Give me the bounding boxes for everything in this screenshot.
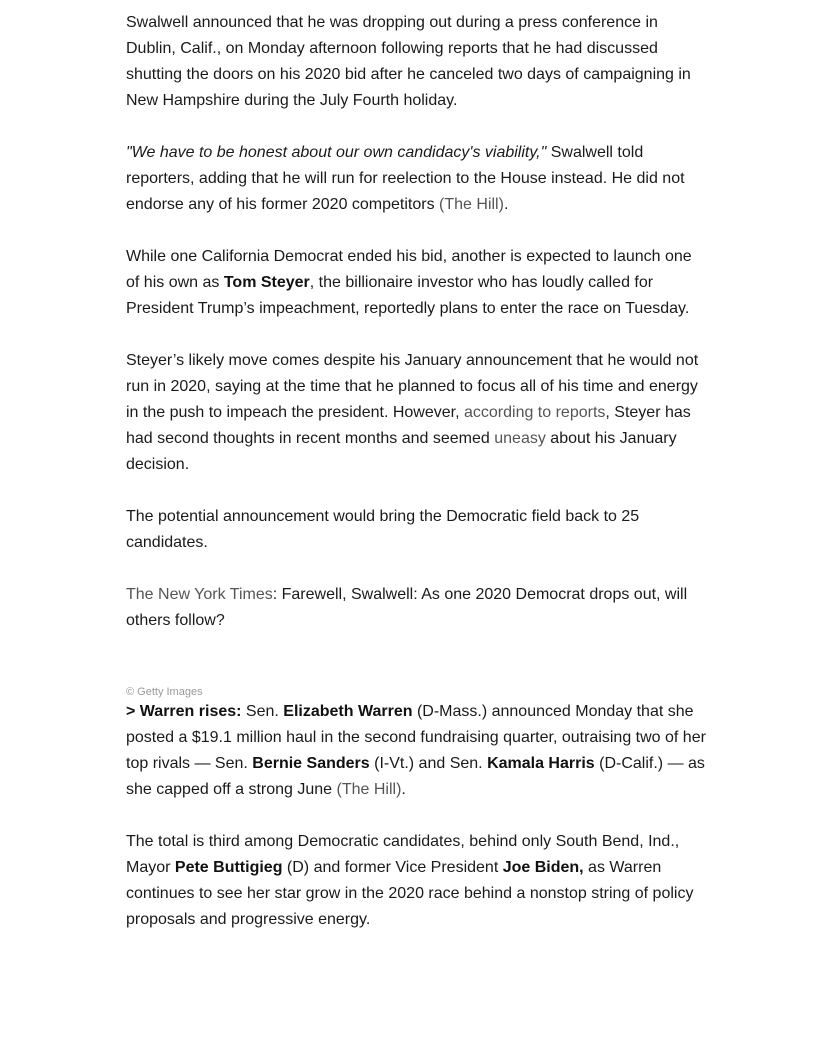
person-name-tom-steyer: Tom Steyer (223, 274, 310, 291)
paragraph-swalwell-quote (126, 140, 706, 218)
the-hill-link[interactable]: (The Hill) (336, 781, 402, 798)
person-name-kamala-harris: Kamala Harris (487, 755, 595, 772)
paragraph-field-size (126, 504, 706, 556)
paragraph-swalwell-announcement (126, 10, 706, 114)
paragraph-text: The total is third among Democratic candidates, behind only South Bend, Ind., Mayor (126, 833, 680, 876)
paragraph-steyer-launch (126, 244, 706, 322)
paragraph-text: , the billionaire investor who has loudly called for President Trump’s impeachment, reportedly plans to enter the race on Tuesday. (126, 274, 690, 317)
paragraph-text: about his January decision. (126, 430, 677, 473)
paragraph-text: , Steyer has had second thoughts in recent months and seemed (126, 404, 691, 447)
person-name-pete-buttigieg: Pete Buttigieg (174, 859, 283, 876)
section-lead: > Warren rises: (126, 703, 242, 720)
person-name-elizabeth-warren: Elizabeth Warren (283, 703, 413, 720)
quote-text: "We have to be honest about our own candidacy's viability," (126, 144, 547, 161)
paragraph-text: as Warren continues to see her star grow in the 2020 race behind a nonstop string of policy proposals and progressive energy. (126, 859, 694, 928)
paragraph-warren-rises (126, 699, 706, 803)
paragraph-nyt-reference (126, 582, 706, 634)
paragraph-text: Swalwell announced that he was dropping out during a press conference in Dublin, Calif., on Monday afternoon following reports that he had discussed shutting the doors on his 2020 bid after he canceled two days of campaigning in New Hampshire during the July Fourth holiday. (126, 14, 691, 109)
paragraph-text: Sen. (241, 703, 284, 720)
paragraph-text: (D-Mass.) announced Monday that she posted a $19.1 million haul in the second fundraising quarter, outraising two of her top rivals — Sen. (126, 703, 706, 772)
paragraph-text: While one California Democrat ended his bid, another is expected to launch one of his own as (126, 248, 692, 291)
paragraph-steyer-move (126, 348, 706, 478)
paragraph-text: The potential announcement would bring the Democratic field back to 25 candidates. (126, 508, 640, 551)
paragraph-text: (D-Calif.) — as she capped off a strong June (126, 755, 705, 798)
article-body (126, 10, 706, 959)
punctuation: . (503, 196, 509, 213)
image-credit: © Getty Images (126, 686, 203, 698)
punctuation: . (401, 781, 406, 798)
person-name-joe-biden: Joe Biden, (502, 859, 584, 876)
paragraph-text: Steyer’s likely move comes despite his January announcement that he would not run in 2020, saying at the time that he planned to focus all of his time and energy in the push to impeach the president. However, (126, 352, 699, 421)
the-hill-link[interactable]: (The Hill) (439, 196, 504, 213)
paragraph-text: (I-Vt.) and Sen. (369, 755, 488, 772)
person-name-bernie-sanders: Bernie Sanders (252, 755, 370, 772)
paragraph-text: (D) and former Vice President (282, 859, 503, 876)
uneasy-link[interactable]: uneasy (494, 430, 546, 447)
according-to-reports-link[interactable]: according to reports (463, 404, 606, 421)
paragraph-text: Swalwell told reporters, adding that he will run for reelection to the House instead. He did not endorse any of his former 2020 competitors (126, 144, 685, 213)
paragraph-fundraising-rank (126, 829, 706, 933)
new-york-times-link[interactable]: The New York Times (126, 586, 273, 603)
paragraph-text: : Farewell, Swalwell: As one 2020 Democrat drops out, will others follow? (126, 586, 688, 629)
